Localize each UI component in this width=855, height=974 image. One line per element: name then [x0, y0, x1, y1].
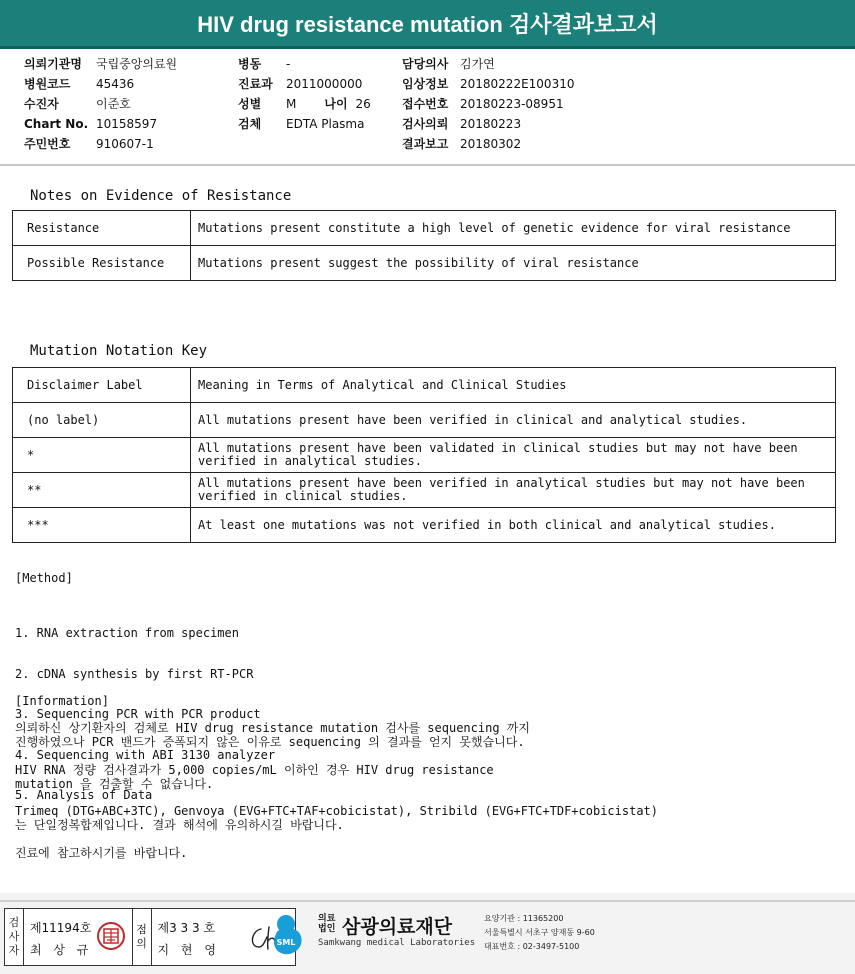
notes-label: Resistance: [13, 211, 191, 246]
table-row: [13, 246, 836, 281]
key-text: All mutations present have been verified in analytical studies but may not have been verified in clinical studies.: [191, 473, 836, 508]
info-value: 2011000000: [286, 77, 363, 91]
org-contact: [484, 912, 595, 954]
information-paragraph: 의뢰하신 상기환자의 검체로 HIV drug resistance mutation 검사를 sequencing 까지 진행하였으나 PCR 밴드가 증폭되지 않은 이유로 sequencing 의 결과를 얻지 못했습니다.: [15, 721, 530, 749]
info-row: [238, 54, 371, 74]
info-value: 국립중앙의료원: [96, 57, 178, 71]
logo-badge-text: SML: [276, 938, 296, 947]
info-key: 결과보고: [402, 137, 449, 151]
notes-table: [12, 210, 836, 281]
info-key: 검사의뢰: [402, 117, 449, 131]
seal-stamp-icon: [96, 921, 126, 951]
info-key: 주민번호: [24, 137, 71, 151]
notation-key-table: [12, 367, 836, 543]
info-row: [24, 74, 177, 94]
patient-info-col3: [402, 54, 574, 154]
info-key: 병원코드: [24, 77, 71, 91]
info-value: EDTA Plasma: [286, 117, 365, 131]
reviewer-label: 점 의: [133, 909, 152, 965]
org-name: 삼광의료재단: [342, 916, 453, 938]
contact-line: 요양기관 : 11365200: [484, 914, 564, 923]
table-row: [13, 211, 836, 246]
info-key: 병동: [238, 57, 262, 71]
info-key: 담당의사: [402, 57, 449, 71]
info-row: [24, 94, 177, 114]
info-value: M: [286, 97, 297, 111]
information-paragraph: Trimeq (DTG+ABC+3TC), Genvoya (EVG+FTC+TAF+cobicistat), Stribild (EVG+FTC+TDF+cobicistat) 는 단일정복합제입니다. 결과 해석에 유의하시길 바랍니다.: [15, 804, 658, 832]
inspector-name: 최 상 규: [29, 943, 93, 957]
info-key: 의뢰기관명: [24, 57, 82, 71]
org-type: 의료 법인: [318, 914, 336, 934]
notes-text: Mutations present suggest the possibility of viral resistance: [191, 246, 836, 281]
patient-info-col1: [24, 54, 177, 154]
sml-logo-icon: [270, 912, 316, 958]
info-key: 임상정보: [402, 77, 449, 91]
info-key: 검체: [238, 117, 262, 131]
age-value: 26: [355, 97, 371, 111]
info-value: 910607-1: [96, 137, 154, 151]
info-row: [402, 134, 574, 154]
org-name-en: Samkwang medical Laboratories: [318, 938, 476, 948]
key-label: *: [13, 438, 191, 473]
table-row: [13, 368, 836, 403]
information-heading: [Information]: [15, 694, 109, 708]
info-value: 10158597: [96, 117, 158, 131]
information-paragraph: 진료에 참고하시기를 바랍니다.: [15, 846, 188, 860]
info-row: [24, 54, 177, 74]
notes-section-title: Notes on Evidence of Resistance: [30, 188, 292, 204]
key-label: ***: [13, 508, 191, 543]
method-step: 5. Analysis of Data: [15, 788, 153, 802]
information-paragraph: HIV RNA 정량 검사결과가 5,000 copies/mL 이하인 경우 HIV drug resistance mutation 을 검출할 수 없습니다.: [15, 763, 494, 791]
info-value: 20180222E100310: [460, 77, 575, 91]
inspector-license: 제11194호: [29, 921, 92, 935]
header-divider: [0, 164, 855, 166]
info-value: 20180223-08951: [460, 97, 564, 111]
info-row: [402, 74, 574, 94]
info-key: 성별: [238, 97, 262, 111]
report-title: HIV drug resistance mutation 검사결과보고서: [0, 0, 855, 49]
info-key: 진료과: [238, 77, 273, 91]
info-row: [24, 114, 177, 134]
inspector-cell: [24, 909, 133, 965]
info-row: [24, 134, 177, 154]
key-label: (no label): [13, 403, 191, 438]
info-value: 20180302: [460, 137, 522, 151]
info-row: [238, 94, 371, 114]
key-text: All mutations present have been verified in clinical and analytical studies.: [191, 403, 836, 438]
inspector-label: 검 사 자: [5, 909, 24, 965]
info-row: [402, 54, 574, 74]
contact-line: 서울특별시 서초구 양재동 9-60: [484, 928, 595, 937]
table-row: [13, 473, 836, 508]
table-row: [13, 403, 836, 438]
method-step: 1. RNA extraction from specimen: [15, 626, 239, 640]
method-step: 2. cDNA synthesis by first RT-PCR: [15, 666, 254, 681]
info-row: [402, 114, 574, 134]
info-value: 이준호: [96, 97, 131, 111]
contact-line: 대표번호 : 02-3497-5100: [484, 942, 580, 951]
info-value: -: [286, 57, 291, 71]
notes-text: Mutations present constitute a high level of genetic evidence for viral resistance: [191, 211, 836, 246]
info-row: [402, 94, 574, 114]
info-value: 20180223: [460, 117, 522, 131]
method-step: 4. Sequencing with ABI 3130 analyzer: [15, 747, 276, 762]
info-key: 접수번호: [402, 97, 449, 111]
reviewer-name: 지 현 영: [157, 943, 220, 957]
key-section-title: Mutation Notation Key: [30, 343, 208, 359]
info-row: [238, 74, 371, 94]
key-text: All mutations present have been validated in clinical studies but may not have been verified in analytical studies.: [191, 438, 836, 473]
age-key: 나이: [324, 97, 348, 111]
info-value: 45436: [96, 77, 135, 91]
info-row: [238, 114, 371, 134]
key-text: At least one mutations was not verified in both clinical and analytical studies.: [191, 508, 836, 543]
notes-label: Possible Resistance: [13, 246, 191, 281]
table-row: [13, 508, 836, 543]
reviewer-license: 제3 3 3 호: [157, 921, 216, 935]
info-key: Chart No.: [24, 117, 89, 131]
table-row: [13, 438, 836, 473]
footer-divider: [0, 900, 855, 902]
info-value: 김가연: [460, 57, 495, 71]
key-text: Meaning in Terms of Analytical and Clinical Studies: [191, 368, 836, 403]
signature-box: [4, 908, 296, 966]
key-label: Disclaimer Label: [13, 368, 191, 403]
key-label: **: [13, 473, 191, 508]
method-heading: [Method]: [15, 571, 73, 585]
method-step: 3. Sequencing PCR with PCR product: [15, 707, 261, 721]
patient-info-col2: [238, 54, 371, 134]
info-key: 수진자: [24, 97, 59, 111]
